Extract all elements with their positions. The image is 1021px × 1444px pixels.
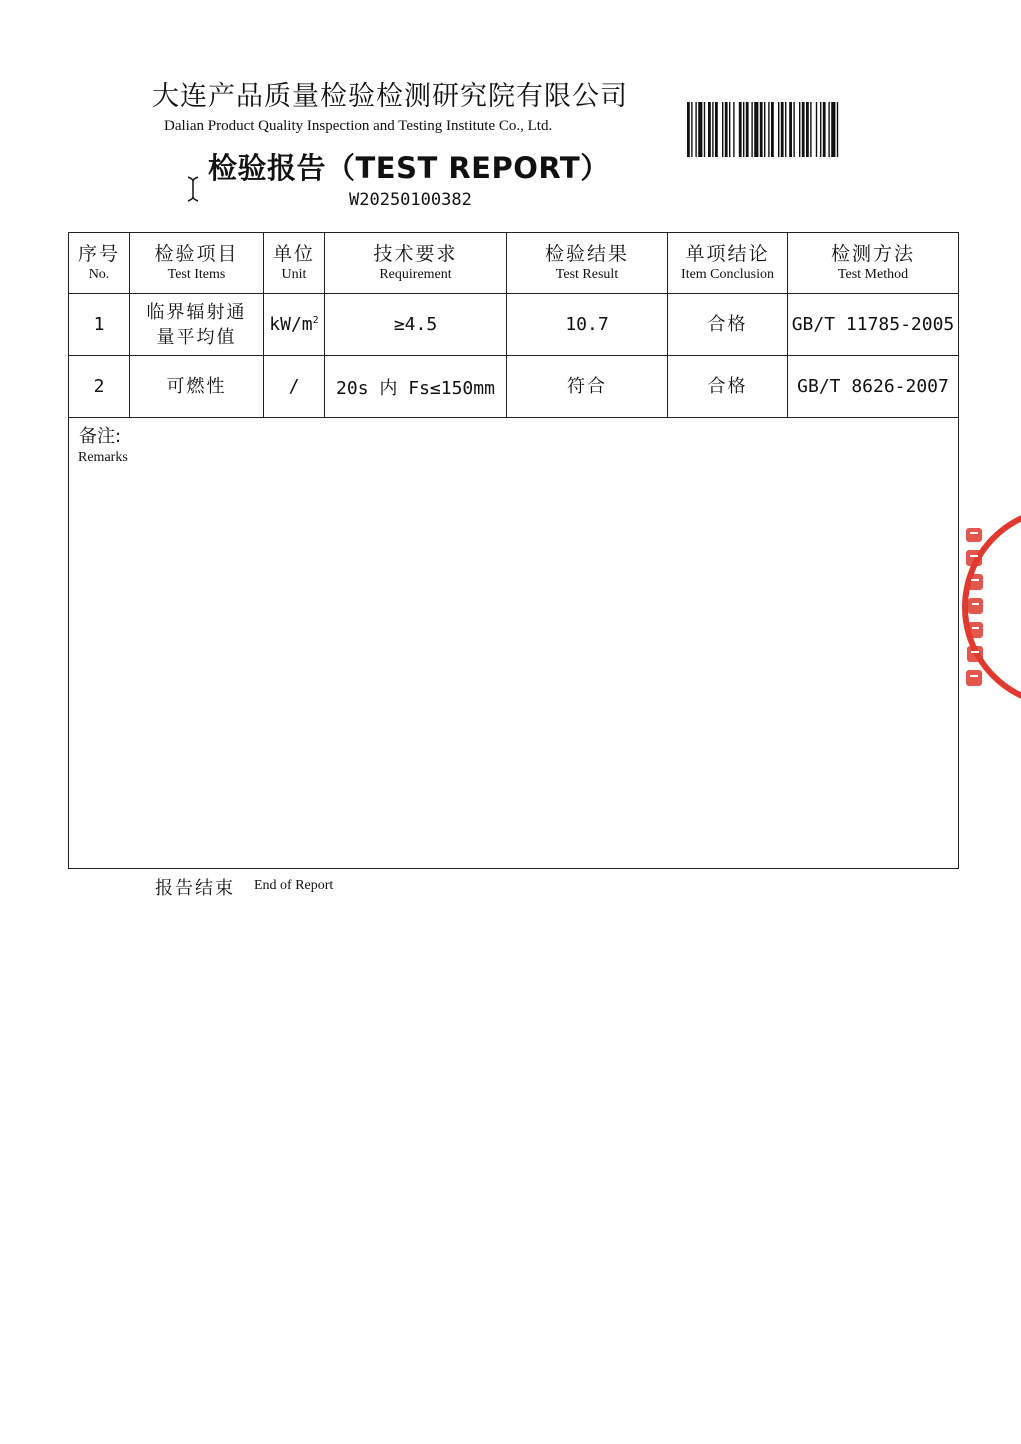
barcode-bar xyxy=(704,102,705,157)
column-header-result xyxy=(507,233,668,294)
barcode-bar xyxy=(687,102,690,157)
barcode-bar xyxy=(802,102,805,157)
barcode-bar xyxy=(820,102,821,157)
barcode-bar xyxy=(708,102,711,157)
barcode-bar xyxy=(823,102,826,157)
column-header-items xyxy=(130,233,264,294)
barcode-bar xyxy=(764,102,765,157)
text-cursor-icon xyxy=(186,176,200,202)
barcode-bar xyxy=(768,102,769,157)
remarks-label-en: Remarks xyxy=(78,450,128,465)
cell-method: GB/T 11785-2005 xyxy=(788,294,959,356)
barcode-icon xyxy=(687,102,893,157)
report-number: W20250100382 xyxy=(349,190,472,210)
institute-name-en: Dalian Product Quality Inspection and Testing Institute Co., Ltd. xyxy=(164,118,553,134)
barcode-bar xyxy=(743,102,744,157)
column-header-cn: 序号 xyxy=(77,243,120,265)
table-row xyxy=(69,294,959,356)
barcode-bar xyxy=(760,102,763,157)
cell-requirement: ≥4.5 xyxy=(325,294,507,356)
end-of-report-cn: 报告结束 xyxy=(155,878,235,899)
cell-requirement: 20s 内 Fs≤150mm xyxy=(325,356,507,418)
cell-no: 2 xyxy=(69,356,130,418)
column-header-en: Test Result xyxy=(555,267,619,282)
end-of-report-en: End of Report xyxy=(254,878,334,893)
barcode-bar xyxy=(712,102,713,157)
barcode-bar xyxy=(733,102,734,157)
cell-no: 1 xyxy=(69,294,130,356)
column-header-conclusion xyxy=(668,233,788,294)
cell-unit xyxy=(264,294,325,356)
remarks-label-cn: 备注: xyxy=(79,426,122,447)
barcode-bar xyxy=(837,102,838,157)
barcode-bar xyxy=(828,102,829,157)
remarks-row xyxy=(69,418,959,869)
barcode-bar xyxy=(771,102,774,157)
cell-conclusion: 合格 xyxy=(668,294,788,356)
barcode-bar xyxy=(698,102,702,157)
column-header-method xyxy=(788,233,959,294)
column-header-cn: 单位 xyxy=(272,243,315,265)
institute-name-cn: 大连产品质量检验检测研究院有限公司 xyxy=(152,81,628,112)
report-title: 检验报告（TEST REPORT） xyxy=(208,151,610,185)
column-header-cn: 检验项目 xyxy=(154,243,239,265)
column-header-requirement xyxy=(325,233,507,294)
barcode-bar xyxy=(831,102,835,157)
barcode-bar xyxy=(729,102,730,157)
cell-conclusion: 合格 xyxy=(668,356,788,418)
barcode-bar xyxy=(751,102,752,157)
column-header-en: No. xyxy=(88,267,110,282)
cell-result: 符合 xyxy=(507,356,668,418)
column-header-en: Test Items xyxy=(167,267,226,282)
barcode-bar xyxy=(691,102,692,157)
barcode-bar xyxy=(789,102,792,157)
column-header-en: Test Method xyxy=(837,267,909,282)
column-header-en: Unit xyxy=(281,267,307,282)
column-header-no xyxy=(69,233,130,294)
barcode-bar xyxy=(781,102,784,157)
column-header-cn: 技术要求 xyxy=(373,243,458,265)
results-table xyxy=(68,232,959,869)
barcode-bar xyxy=(778,102,779,157)
column-header-en: Requirement xyxy=(379,267,452,282)
barcode-bar xyxy=(725,102,728,157)
column-header-cn: 单项结论 xyxy=(685,243,770,265)
barcode-bar xyxy=(722,102,723,157)
cell-item xyxy=(130,294,264,356)
cell-result: 10.7 xyxy=(507,294,668,356)
table-row xyxy=(69,356,959,418)
item-line-1: 临界辐射通 xyxy=(146,301,247,323)
unit-superscript: 2 xyxy=(312,315,319,326)
barcode-bar xyxy=(816,102,817,157)
column-header-unit xyxy=(264,233,325,294)
barcode-bar xyxy=(785,102,786,157)
column-header-en: Item Conclusion xyxy=(681,267,774,282)
column-header-cn: 检测方法 xyxy=(830,243,915,265)
barcode-bar xyxy=(806,102,809,157)
barcode-bar xyxy=(695,102,696,157)
barcode-bar xyxy=(793,102,794,157)
cell-method: GB/T 8626-2007 xyxy=(788,356,959,418)
cell-unit: / xyxy=(264,356,325,418)
barcode-bar xyxy=(810,102,811,157)
remarks-cell xyxy=(69,418,959,869)
barcode-bar xyxy=(739,102,742,157)
column-header-cn: 检验结果 xyxy=(544,243,629,265)
barcode-bar xyxy=(754,102,758,157)
unit-text: kW/m xyxy=(269,314,313,335)
item-line-2: 量平均值 xyxy=(156,326,237,348)
barcode-bar xyxy=(715,102,718,157)
official-seal-icon xyxy=(960,500,1021,714)
cell-item: 可燃性 xyxy=(130,356,264,418)
table-header-row xyxy=(69,233,959,294)
barcode-bar xyxy=(746,102,749,157)
barcode-bar xyxy=(799,102,800,157)
